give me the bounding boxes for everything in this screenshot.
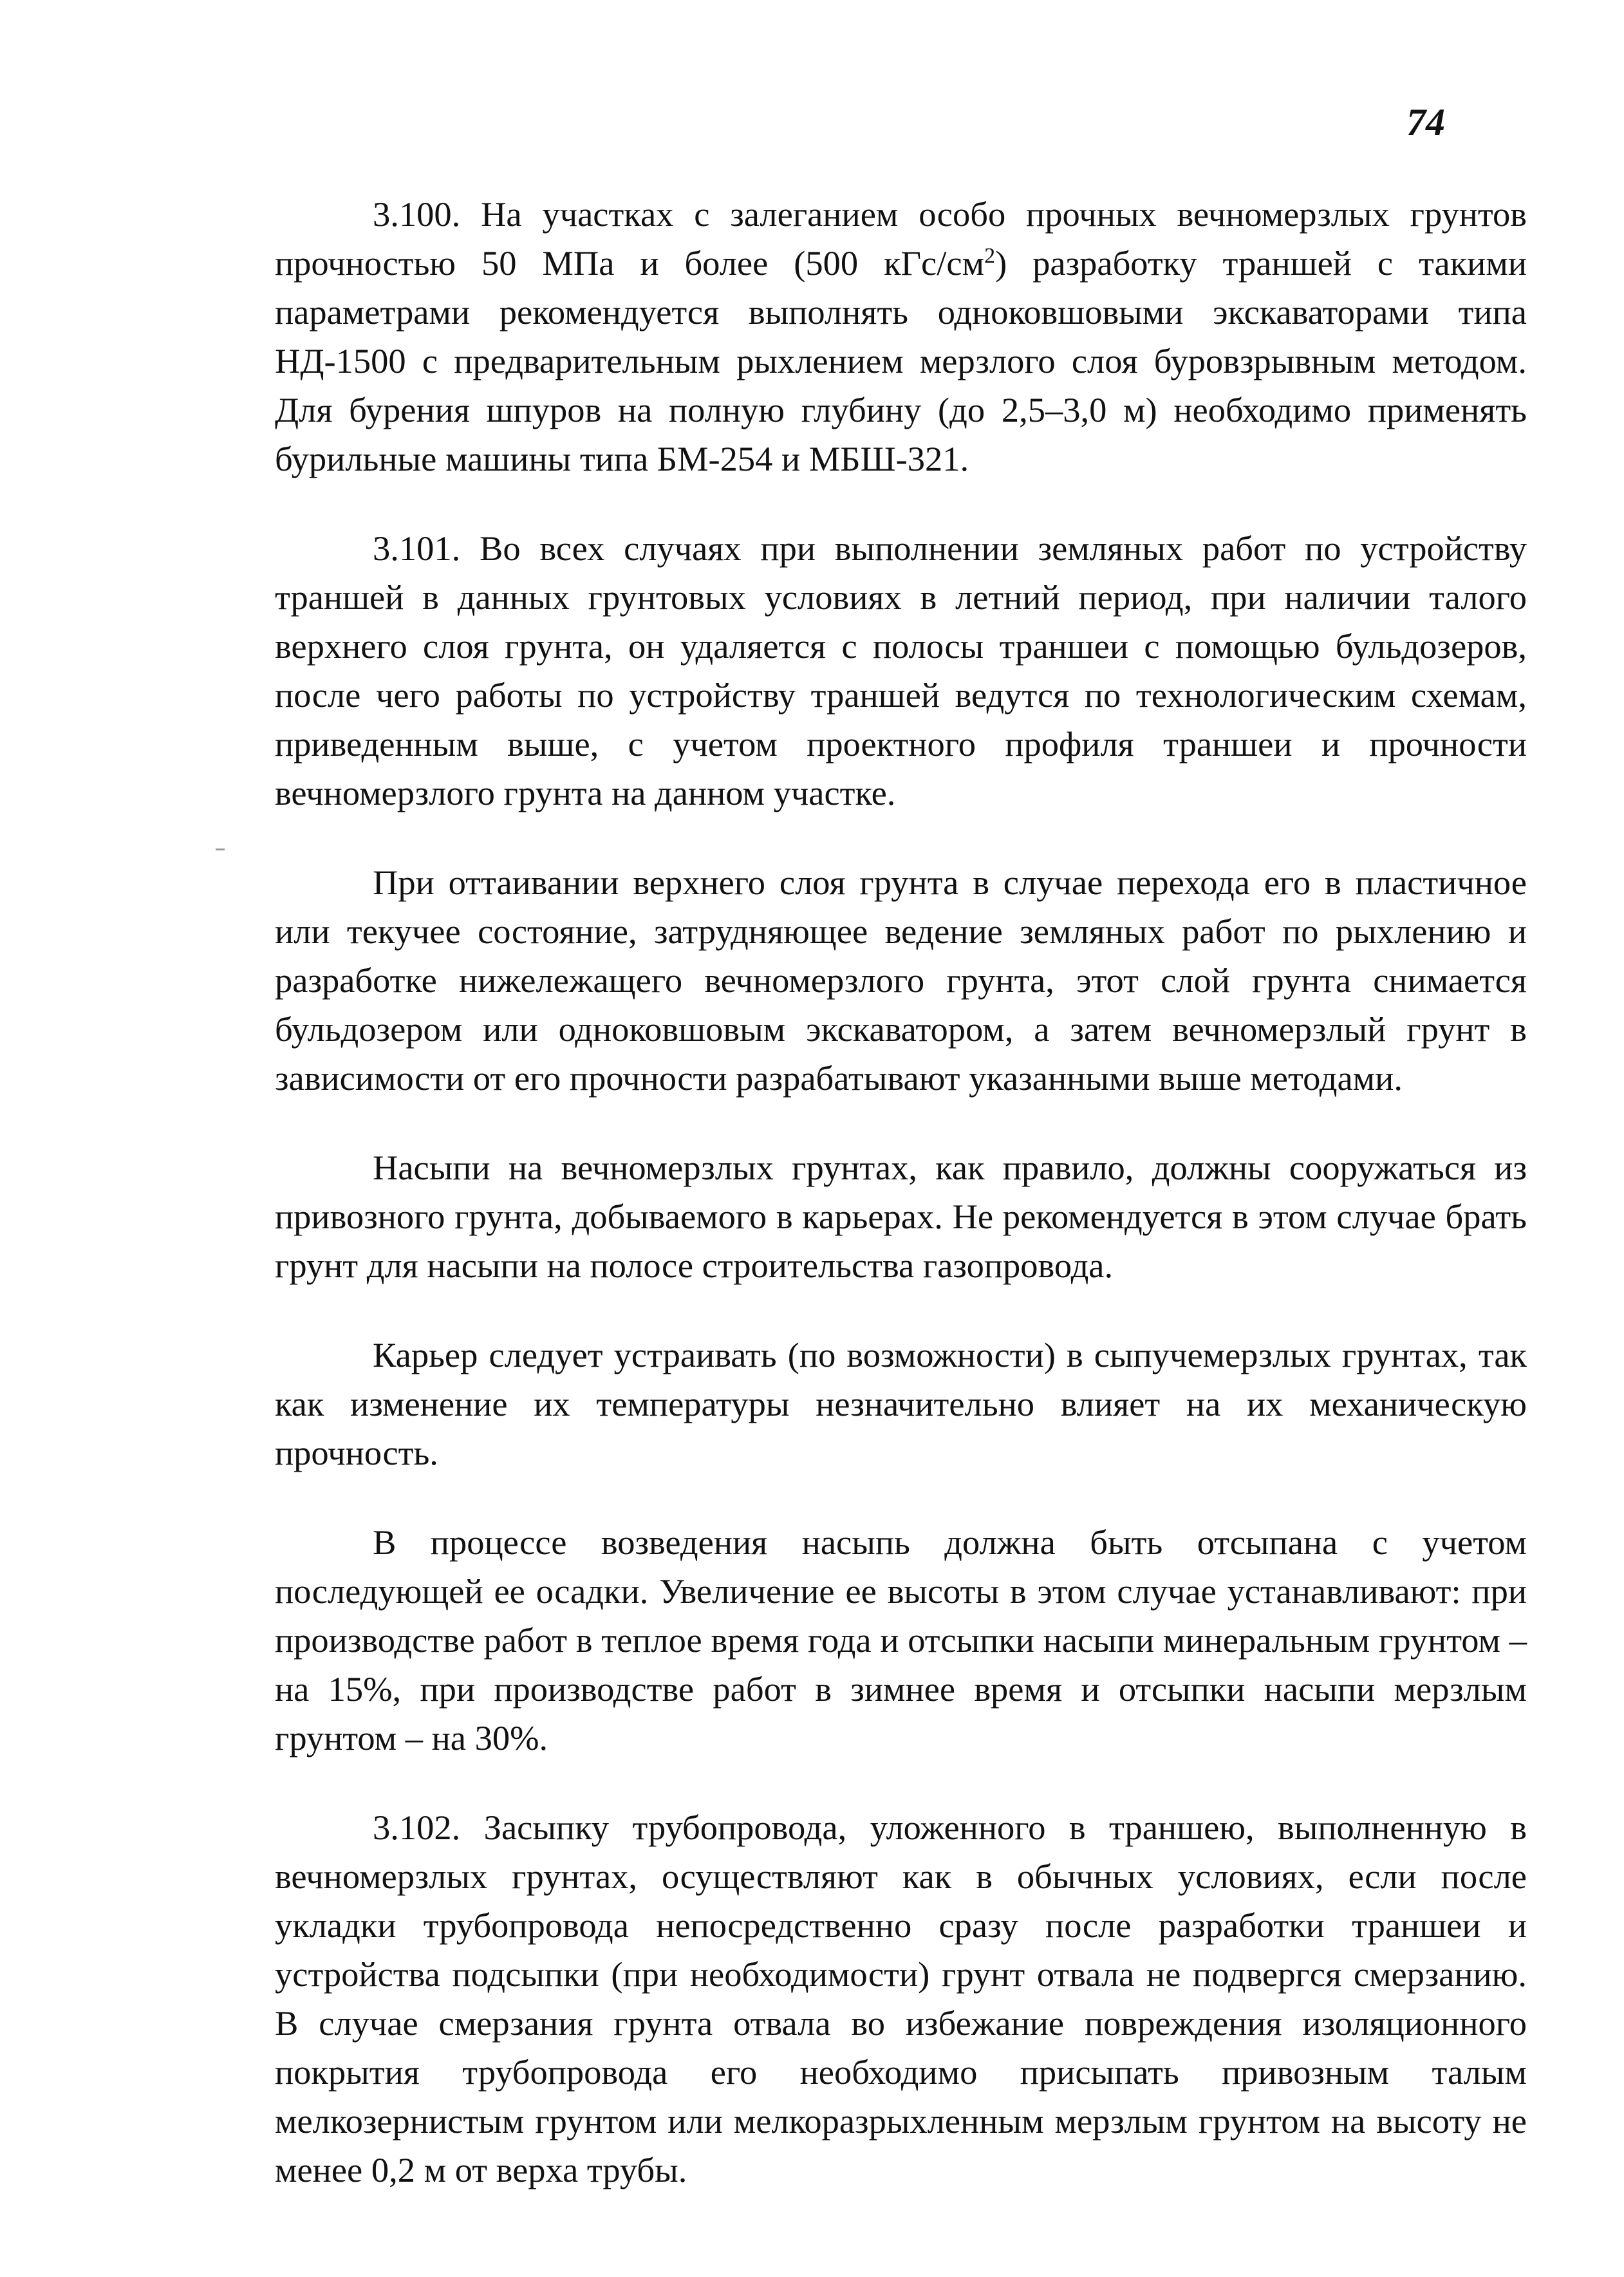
page-number: 74: [1406, 101, 1445, 144]
paragraph-thawing: При оттаивании верхнего слоя грунта в случае перехода его в пластичное или текучее состояние, затрудняющее ведение земляных работ по рыхлению и разработке нижележащего вечномерзлого грунта, этот слой грунта снимается бульдозером или одноковшовым экскаватором, а затем вечномерзлый грунт в зависимости от его прочности разрабатывают указанными выше методами.: [275, 863, 1527, 1098]
document-body: [275, 190, 1527, 2235]
paragraph-3-100: [275, 190, 1527, 483]
paragraph-text: На участках с залеганием особо прочных вечномерзлых грунтов прочностью 50 МПа и более (500 кГс/см: [275, 194, 1527, 283]
section-number: 3.100.: [373, 194, 461, 234]
paragraph-text: ) разработку траншей с такими параметрами рекомендуется выполнять одноковшовыми экскаваторами типа НД-1500 с предварительным рыхлением мерзлого слоя буровзрывным методом. Для бурения шпуров на полную глубину (до 2,5–3,0 м) необходимо применять бурильные машины типа БМ-254 и МБШ-321.: [275, 243, 1527, 478]
paragraph-text: Засыпку трубопровода, уложенного в траншею, выполненную в вечномерзлых грунтах, осуществляют как в обычных условиях, если после укладки трубопровода непосредственно сразу после разработки траншеи и устройства подсыпки (при необходимости) грунт отвала не подвергся смерзанию. В случае смерзания грунта отвала во избежание повреждения изоляционного покрытия трубопровода его необходимо присыпать привозным талым мелкозернистым грунтом или мелкоразрыхленным мерзлым грунтом на высоту не менее 0,2 м от верха трубы.: [275, 1808, 1527, 2189]
scan-artifact-mark: [216, 848, 225, 850]
paragraph-3-101: [275, 524, 1527, 818]
paragraph-settlement: В процессе возведения насыпь должна быть отсыпана с учетом последующей ее осадки. Увеличение ее высоты в этом случае устанавливают: при производстве работ в теплое время года и отсыпки насыпи минеральным грунтом – на 15%, при производстве работ в зимнее время и отсыпки насыпи мерзлым грунтом – на 30%.: [275, 1523, 1527, 1757]
paragraph-embankments: Насыпи на вечномерзлых грунтах, как правило, должны сооружаться из привозного грунта, добываемого в карьерах. Не рекомендуется в этом случае брать грунт для насыпи на полосе строительства газопровода.: [275, 1148, 1527, 1285]
paragraph-3-102: [275, 1803, 1527, 2195]
superscript: 2: [984, 243, 996, 268]
paragraph-quarry: Карьер следует устраивать (по возможности) в сыпучемерзлых грунтах, так как изменение их температуры незначительно влияет на их механическую прочность.: [275, 1335, 1527, 1472]
section-number: 3.101.: [373, 529, 461, 568]
section-number: 3.102.: [373, 1808, 461, 1847]
paragraph-text: Во всех случаях при выполнении земляных работ по устройству траншей в данных грунтовых условиях в летний период, при наличии талого верхнего слоя грунта, он удаляется с полосы траншеи с помощью бульдозеров, после чего работы по устройству траншей ведутся по технологическим схемам, приведенным выше, с учетом проектного профиля траншеи и прочности вечномерзлого грунта на данном участке.: [275, 529, 1527, 812]
